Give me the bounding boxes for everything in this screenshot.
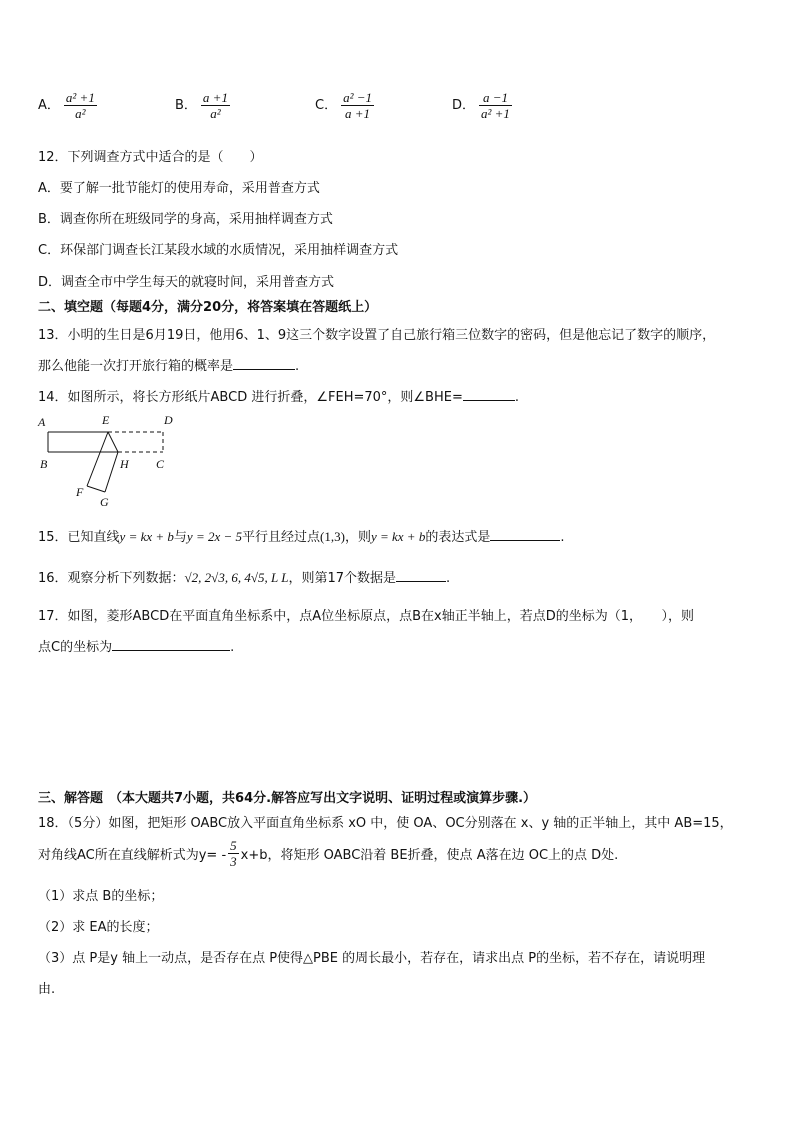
label-c: C [156,457,165,471]
equation-2: y = 2x − 5 [186,529,243,544]
label-g: G [100,495,109,509]
label-b: B [40,457,48,471]
q18-sub2: （2）求 EA的长度； [38,920,159,935]
q11-option-b: B． $\frac{a +1}{\text{a²}}$ [175,90,228,121]
edge-hg [105,452,118,492]
slope-fraction: $\frac{5}{3}$ [230,838,237,869]
folding-rectangle-figure [34,410,184,510]
q17-line2: 点C的坐标为 . [38,640,235,655]
edge-fg [87,486,105,492]
label-h: H [120,457,129,471]
q12-option-b: B．调查你所在班级同学的身高，采用抽样调查方式 [38,212,333,227]
q12-stem: 12．下列调查方式中适合的是（ ） [38,150,263,165]
q17-line1: 17．如图，菱形ABCD在平面直角坐标系中，点A位坐标原点，点B在x轴正半轴上，若点D的坐标为（1， ），则 [38,609,694,624]
answer-blank [396,569,446,582]
q18-sub3-line2: 由. [38,982,56,997]
option-b-denominator: a² [210,106,221,121]
option-c-denominator: a +1 [345,106,371,121]
q14-text: 14．如图所示，将长方形纸片ABCD 进行折叠，∠FEH=70°，则∠BHE= . [38,390,519,405]
answer-blank [463,388,515,401]
edge-ef [87,432,108,486]
q12-option-a: A．要了解一批节能灯的使用寿命，采用普查方式 [38,181,320,196]
q18-sub1: （1）求点 B的坐标； [38,889,164,904]
option-b-numerator: a +1 [202,90,228,105]
q11-option-d: D． $\frac{a -1}{\text{a² +1}}$ [452,90,510,121]
equation-1: y = kx + b [119,529,174,544]
answer-blank [112,638,230,651]
option-c-numerator: a² −1 [343,90,372,105]
q12-option-d: D．调查全市中学生每天的就寝时间，采用普查方式 [38,275,335,290]
number-sequence: √2, 2√3, 6, 4√5, L L [184,570,289,585]
equation-3: y = kx + b [370,529,426,544]
q18-line1: 18．（5分）如图，把矩形 OABC放入平面直角坐标系 xO 中，使 OA、OC分别落在 x、y 轴的正半轴上，其中 AB=15， [38,816,733,831]
point-value: (1,3) [320,529,345,544]
q18-line2: 对角线AC所在直线解析式为y= - $\frac{5}{3}$ x+b，将矩形 OABC沿着 BE折叠，使点 A落在边 OC上的点 D处. [38,838,619,869]
q12-option-c: C．环保部门调查长江某段水域的水质情况，采用抽样调查方式 [38,243,399,258]
q16-text: 16．观察分析下列数据：√2, 2√3, 6, 4√5, L L，则第17个数据是 . [38,570,451,586]
q11-option-c: C． $\frac{\text{a² −1}}{a +1}$ [315,90,372,121]
section-3-note: （本大题共7小题，共64分.解答应写出文字说明、证明过程或演算步骤.） [109,791,537,806]
q13-line1: 13．小明的生日是6月19日，他用6、1、9这三个数字设置了自己旅行箱三位数字的密码，但是他忘记了数字的顺序， [38,328,716,343]
q18-sub3-line1: （3）点 P是y 轴上一动点，是否存在点 P使得△PBE 的周长最小，若存在，请求出点 P的坐标，若不存在，请说明理 [38,951,706,966]
option-a-numerator: a² +1 [65,90,95,105]
option-d-denominator: a² +1 [481,106,510,121]
label-d: D [164,413,173,427]
label-e: E [102,413,110,427]
q11-option-a: A． $\frac{\text{a² +1}}{\text{a²}}$ [38,90,95,121]
section-2-title: 二、填空题（每题4分，满分20分，将答案填在答题纸上） [38,300,378,315]
label-a: A [38,415,46,429]
option-d-numerator: a −1 [479,90,512,106]
option-a-denominator: a² [75,106,86,121]
fold-line-eh [108,432,118,452]
answer-blank [490,528,560,541]
section-3-title: 三、解答题 （本大题共7小题，共64分.解答应写出文字说明、证明过程或演算步骤.） [38,791,537,806]
q13-line2: 那么他能一次打开旅行箱的概率是 . [38,359,300,374]
label-f: F [76,485,84,499]
q15-text: 15．已知直线y = kx + b与y = 2x − 5平行且经过点(1,3)，则y = kx + b的表达式是 . [38,529,565,545]
answer-blank [233,357,295,370]
